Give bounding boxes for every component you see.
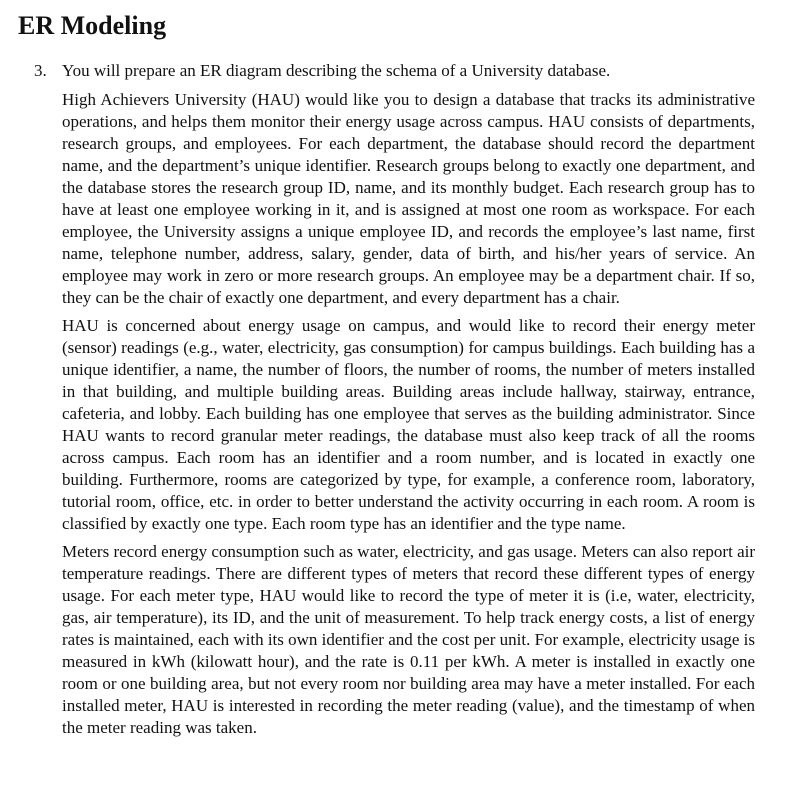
item-number: 3. [34,61,47,80]
question-body [62,89,755,745]
paragraph-meters: Meters record energy consumption such as water, electricity, and gas usage. Meters can also report air temperature readings. There are different types of meters that record these different types of energy usage. For each meter type, HAU would like to record the type of meter it is (i.e, water, electricity, gas, air temperature), its ID, and the unit of measurement. To help track energy costs, a list of energy rates is maintained, each with its own identifier and the cost per unit. For example, electricity usage is measured in kWh (kilowatt hour), and the rate is 0.11 per kWh. A meter is installed in exactly one room or one building area, but not every room nor building area may have a meter installed. For each installed meter, HAU is interested in recording the meter reading (value), and the timestamp of when the meter reading was taken. [62,542,756,737]
item-lead-sentence: You will prepare an ER diagram describing the schema of a University database. [62,61,611,80]
paragraph-buildings: HAU is concerned about energy usage on campus, and would like to record their energy meter (sensor) readings (e.g., water, electricity, gas consumption) for campus buildings. Each building has a unique identifier, a name, the number of floors, the number of rooms, the number of meters installed in that building, and multiple building areas. Building areas include hallway, stairway, entrance, cafeteria, and lobby. Each building has one employee that serves as the building administrator. Since HAU wants to record granular meter readings, the database must also keep track of all the rooms across campus. Each room has an identifier and a room number, and is located in exactly one building. Furthermore, rooms are categorized by type, for example, a conference room, laboratory, tutorial room, office, etc. in order to better understand the activity occurring in each room. A room is classified by exactly one type. Each room type has an identifier and the type name. [62,316,755,533]
paragraph-organization: High Achievers University (HAU) would like you to design a database that tracks its administrative operations, and helps them monitor their energy usage across campus. HAU consists of departments, research groups, and employees. For each department, the database should record the department name, and the department’s unique identifier. Research groups belong to exactly one department, and the database stores the research group ID, name, and its monthly budget. Each research group has to have at least one employee working in it, and is assigned at most one room as workspace. For each employee, the University assigns a unique employee ID, and records the employee’s last name, first name, telephone number, address, salary, gender, data of birth, and his/her years of service. An employee may work in zero or more research groups. An employee may be a department chair. If so, they can be the chair of exactly one department, and every department has a chair. [62,90,755,307]
page-title: ER Modeling [18,11,167,40]
